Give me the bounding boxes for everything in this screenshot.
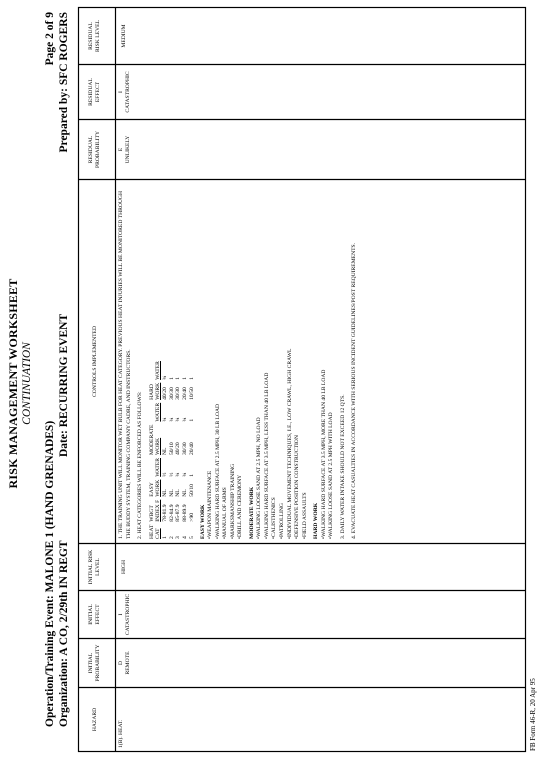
control-item-3: 3. DAILY WATER INTAKE SHOULD NOT EXCEED 12 QTS. — [339, 394, 346, 539]
hard-work-item: •WALKING HARD SURFACE AT 3.5 MPH, MORE THAN 40 LB LOAD — [320, 369, 327, 539]
initial-risk-cell: HIGH — [121, 560, 127, 574]
form-footer: FB Form 46-R, 20 Apr 95 — [529, 678, 537, 751]
hard-work-heading: HARD WORK — [313, 502, 320, 539]
heat-table-row: 3 85-87.9 NL ¾ 40/20 ¾ 30/30 1 — [175, 377, 182, 539]
control-item-4: 4. EVACUATE HEAT CASUALTIES IN ACCORDANCE WITH SERIOUS INCIDENT GUIDELINES/POST REQUIREMENTS. — [351, 242, 358, 539]
hazard-cell: 1(B). HEAT. — [118, 719, 124, 748]
easy-work-item: •DRILL AND CEREMONY — [237, 474, 244, 539]
easy-work-item: •MANUAL OF ARMS — [222, 487, 229, 539]
page-number: Page 2 of 9 — [44, 12, 56, 66]
control-item-2: 2. HEAT CATEGORIES WILL BE ENFORCED AS FOLLOWS: — [137, 391, 144, 539]
column-header-initial-probability: INITIAL PROBABILITY — [88, 644, 101, 682]
moderate-work-item: •INDIVIDUAL MOVEMENT TECHNIQUES, I.E., LOW CRAWL, HIGH CRAWL — [286, 348, 293, 539]
easy-work-heading: EASY WORK — [199, 504, 206, 539]
prepared-by: Prepared by: SFC ROGERS — [58, 12, 70, 153]
column-header-controls: CONTROLS IMPLEMENTED — [92, 326, 98, 398]
residual-probability-cell: E UNLIKELY — [118, 135, 131, 164]
moderate-work-item: •PATROLLING — [279, 503, 286, 539]
worksheet-title: RISK MANAGEMENT WORKSHEET — [6, 278, 20, 489]
moderate-work-item: •DEFENSIVE POSITION CONSTRUCTION — [294, 435, 301, 539]
column-header-residual-effect: RESIDUAL EFFECT — [88, 78, 101, 106]
easy-work-item: •MARKSMANSHIP TRAINING — [229, 463, 236, 539]
event-line: Operation/Training Event: MALONE 1 (HAND GRENADES) — [44, 420, 56, 727]
heat-table-row: 2 82-84.9 NL ½ 50/10 ¾ 30/30 1 — [168, 377, 175, 539]
moderate-work-item: •WALKING HARD SURFACE AT 3.5 MPH, LESS THAN 40 LB LOAD — [263, 372, 270, 539]
hard-work-item: •WALKING LOOSE SAND AT 2.5 MPH WITH LOAD — [328, 412, 335, 539]
moderate-work-item: •CALISTHENICS — [271, 497, 278, 539]
residual-effect-cell: I CATASTROPHIC — [118, 71, 131, 113]
residual-risk-cell: MEDIUM — [121, 24, 127, 48]
organization-line: Organization: A CO, 2/29th IN REGT — [58, 540, 70, 727]
column-header-residual-risk: RESIDUAL RISK LEVEL — [88, 20, 101, 52]
worksheet-subtitle: CONTINUATION — [21, 342, 33, 425]
heat-table-head-1: HEAT WBGT EASY MODERATE HARD — [148, 384, 155, 539]
date-line: Date: RECURRING EVENT — [58, 313, 70, 457]
controls-cell — [118, 189, 359, 539]
heat-category-table — [149, 358, 196, 539]
column-header-hazard: HAZARD — [92, 707, 98, 732]
heat-table-row: 5 >90 50/10 1 20/40 1 10/50 1 — [188, 377, 195, 539]
moderate-work-item: •FIELD ASSAULTS — [301, 492, 308, 539]
moderate-work-heading: MODERATE WORK — [248, 486, 255, 539]
heat-table-row: 1 78-81.9 NL ½ NL ¾ 40/20 ¾ — [162, 375, 169, 539]
control-item-1: 1. THE TRAINING UNIT WILL MONITOR WET BULB FOR HEAT CATEGORY. PREVIOUS HEAT INJURIES WILL BE MONITORED THROUGH THE BUDDY SYSTEM, TRAINING COMPANY CADRE, AND INSTRUCTORS. — [118, 190, 132, 539]
easy-work-item: •WALKING HARD SURFACE AT 2.5 MPH, 30 LB LOAD — [214, 403, 221, 539]
column-header-initial-risk: INITIAL RISK LEVEL — [88, 549, 101, 585]
heat-table-head-2: CAT INDEX F WORK WATER WORK WATER WORK WATER — [155, 361, 162, 539]
moderate-work-item: •WALKING LOOSE SAND AT 2.5 MPH, NO LOAD — [256, 417, 263, 539]
column-header-initial-effect: INITIAL EFFECT — [88, 604, 101, 625]
initial-probability-cell: D REMOTE — [118, 651, 131, 675]
column-header-residual-probability: RESIDUAL PROBABILITY — [88, 131, 101, 168]
initial-effect-cell: I CATASTROPHIC — [118, 593, 131, 636]
easy-work-item: •WEAPON MAINTENANCE — [207, 470, 214, 539]
heat-table-row: 4 88-89.9 NL ¾ 30/30 ¾ 20/40 1 — [182, 377, 189, 539]
